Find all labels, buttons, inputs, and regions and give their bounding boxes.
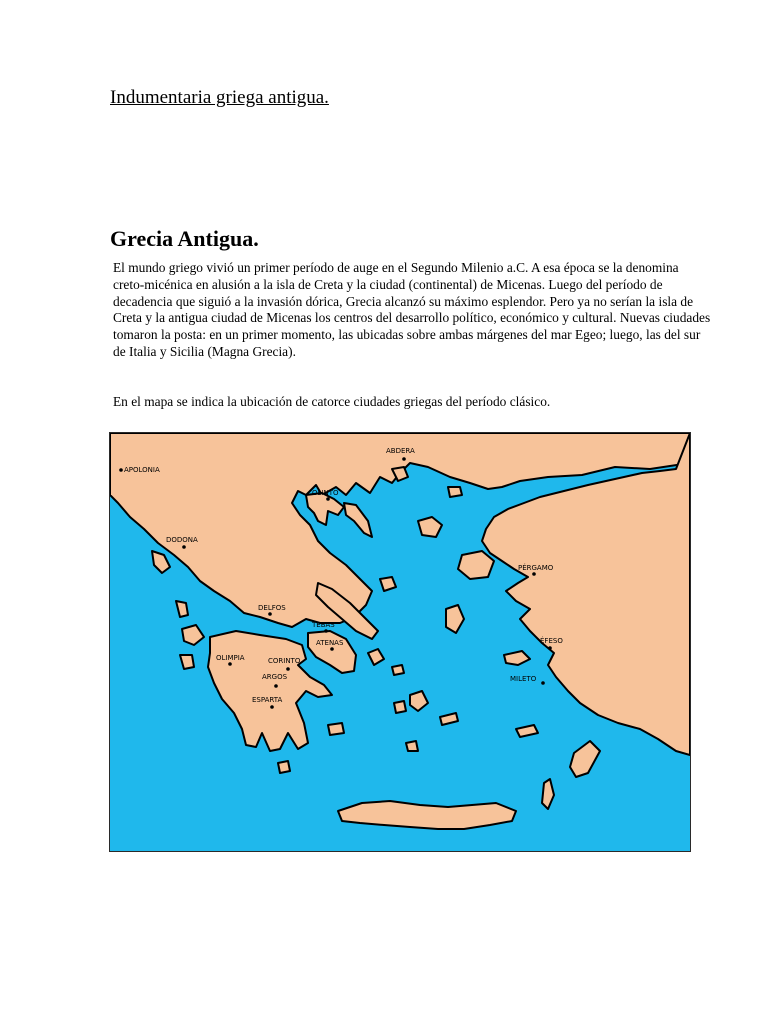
city-label-olinto: OLINTO — [312, 489, 339, 497]
city-label-olimpia: OLIMPIA — [216, 654, 245, 662]
map-land-samothrace — [448, 487, 462, 497]
city-label-delfos: DELFOS — [258, 604, 286, 612]
body-paragraph: El mundo griego vivió un primer período de auge en el Segundo Milenio a.C. A esa época se la denomina creto-micénica en alusión a la isla de Creta y la ciudad (continental) de Micenas. Luego del período de decadencia que siguió a la invasión dórica, Grecia alcanzó su máximo esplendor. Pero ya no serían la isla de Creta y la antigua ciudad de Micenas los centros del desarrollo político, económico y cultural. Nuevas ciudades tomaron la posta: en un primer momento, las ubicadas sobre ambas márgenes del mar Egeo; luego, las del sur de Italia y Sicilia (Magna Grecia). — [113, 260, 711, 359]
map-land-kythira — [278, 761, 290, 773]
map-land-milos — [328, 723, 344, 735]
section-title: Grecia Antigua. — [110, 226, 259, 251]
city-label-esparta: ESPARTA — [252, 696, 283, 704]
city-label-efeso: ÉFESO — [540, 637, 563, 645]
city-label-dodona: DODONA — [166, 536, 198, 544]
map-land-lesbos — [458, 551, 494, 579]
ancient-greece-map — [109, 432, 691, 852]
document-heading: Indumentaria griega antigua. — [110, 87, 329, 108]
city-label-mileto: MILETO — [510, 675, 537, 683]
city-label-argos: ARGOS — [262, 673, 288, 681]
city-label-pergamo: PÉRGAMO — [518, 564, 554, 572]
map-intro-text: En el mapa se indica la ubicación de catorce ciudades griegas del período clásico. — [113, 394, 551, 409]
map-land-tinos — [392, 665, 404, 675]
map-land-paros — [394, 701, 406, 713]
city-label-corinto: CORINTO — [268, 657, 301, 665]
city-apolonia — [119, 466, 160, 474]
city-label-apolonia: APOLONIA — [124, 466, 160, 474]
city-label-tebas: TEBAS — [312, 621, 335, 629]
city-label-atenas: ATENAS — [316, 639, 344, 647]
city-label-abdera: ABDERA — [386, 447, 415, 455]
map-land-thera — [406, 741, 418, 751]
map-graphic — [110, 433, 690, 851]
